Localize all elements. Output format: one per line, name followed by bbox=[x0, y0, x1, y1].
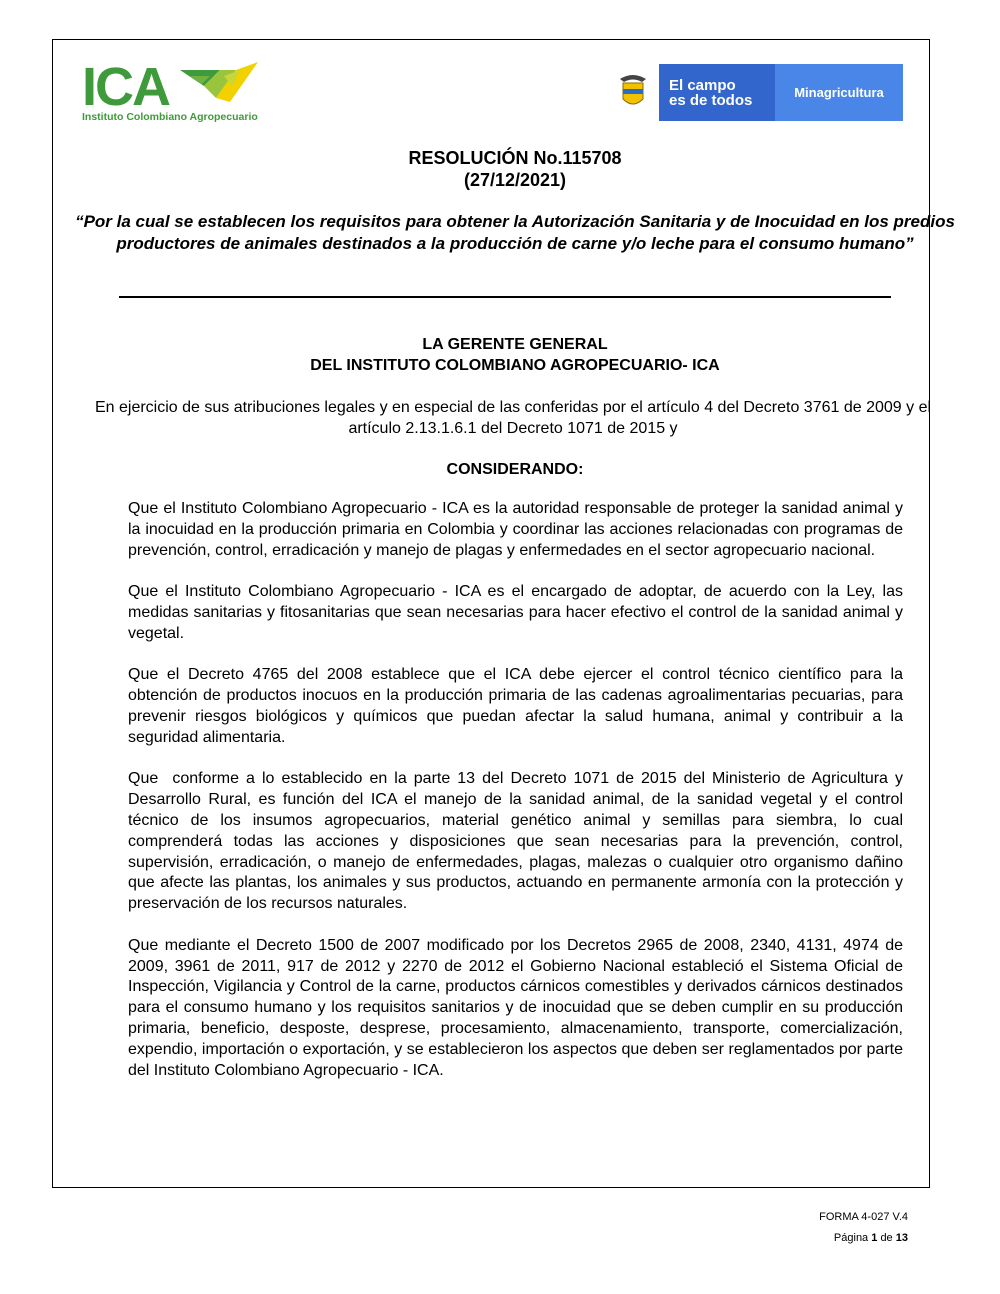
ica-emblem-icon bbox=[180, 62, 258, 108]
page-current: 1 bbox=[871, 1232, 878, 1244]
resolution-number: RESOLUCIÓN No.115708 bbox=[408, 148, 622, 168]
authority-line2: DEL INSTITUTO COLOMBIANO AGROPECUARIO- ICA bbox=[310, 357, 720, 374]
document-body bbox=[128, 499, 908, 1102]
government-banner bbox=[607, 64, 903, 121]
gov-slogan bbox=[659, 78, 752, 108]
paragraph: Que conforme a lo establecido en la parte 13 del Decreto 1071 de 2015 del Ministerio de Agricultura y Desarrollo Rural, es función del ICA el manejo de la sanidad animal, de la sanidad vegetal y el control técnico de los insumos agropecuarios, material genético animal y semillas para siembra, lo cual comprenderá todas las acciones y disposiciones que sean necesarias para la prevención, control, supervisión, erradicación, o manejo de enfermedades, plagas, malezas o cualquier otro organismo dañino que afecte las plantas, los animales y sus productos, actuando en permanente armonía con la protección y preservación de los recursos naturales. bbox=[128, 770, 908, 913]
considerando-heading: CONSIDERANDO: bbox=[446, 461, 584, 478]
ica-logo-text: ICA bbox=[82, 57, 169, 117]
resolution-date: (27/12/2021) bbox=[463, 170, 567, 190]
paragraph: Que el Decreto 4765 del 2008 establece que el ICA debe ejercer el control técnico científico para la obtención de productos inocuos en la producción primaria de las cadenas agroalimentarias pecuarias, para prevenir riesgos biológicos y químicos que puedan afectar la salud humana, animal y contribuir a la seguridad alimentaria. bbox=[128, 666, 908, 746]
powers-statement: En ejercicio de sus atribuciones legales y en especial de las conferidas por el artículo 4 del Decreto 3761 de 2009 y el artículo 2.13.1.6.1 del Decreto 1071 de 2015 y bbox=[94, 399, 932, 437]
gov-ministry: Minagricultura bbox=[775, 64, 903, 121]
resolution-title bbox=[70, 147, 960, 191]
page-number bbox=[834, 1232, 908, 1244]
gov-slogan-block bbox=[607, 64, 775, 121]
paragraph: Que el Instituto Colombiano Agropecuario - ICA es la autoridad responsable de proteger la sanidad animal y la inocuidad en la producción primaria en Colombia y coordinar las acciones relacionadas con programas de prevención, control, erradicación y manejo de plagas y enfermedades en el sector agropecuario nacional. bbox=[128, 500, 908, 559]
form-code: FORMA 4-027 V.4 bbox=[819, 1211, 908, 1223]
ica-logo bbox=[82, 57, 262, 130]
authority-line1: LA GERENTE GENERAL bbox=[422, 336, 608, 353]
ica-logo-subtitle: Instituto Colombiano Agropecuario bbox=[82, 111, 258, 123]
gov-slogan-line2: es de todos bbox=[669, 91, 753, 109]
paragraph: Que mediante el Decreto 1500 de 2007 modificado por los Decretos 2965 de 2008, 2340, 4131, 4974 de 2009, 3961 de 2011, 917 de 2012 y 2270 de 2012 el Gobierno Nacional estableció el Sistema Oficial de Inspección, Vigilancia y Control de la carne, productos cárnicos comestibles y derivados cárnicos destinados para el consumo humano y los requisitos sanitarios y de inocuidad que se deben cumplir en su producción primaria, beneficio, desposte, desprese, procesamiento, almacenamiento, transporte, comercialización, expendio, importación o exportación, y se establecieron los aspectos que deben ser reglamentados por parte del Instituto Colombiano Agropecuario - ICA. bbox=[128, 936, 908, 1079]
paragraph: Que el Instituto Colombiano Agropecuario - ICA es el encargado de adoptar, de acuerdo con la Ley, las medidas sanitarias y fitosanitarias que sean necesarias para hacer efectivo el control de la sanidad animal y vegetal. bbox=[128, 583, 908, 642]
coat-of-arms-icon bbox=[607, 64, 659, 121]
page-label: Página bbox=[833, 1232, 869, 1244]
page-total: 13 bbox=[895, 1232, 908, 1244]
title-divider bbox=[119, 296, 891, 298]
resolution-subtitle: “Por la cual se establecen los requisitos para obtener la Autorización Sanitaria y de Inocuidad en los predios productores de animales destinados a la producción de carne y/o leche para el consumo humano” bbox=[75, 212, 955, 253]
page-of: de bbox=[880, 1232, 893, 1244]
gov-slogan-line1: El campo bbox=[669, 76, 736, 94]
authority-heading bbox=[70, 334, 960, 376]
